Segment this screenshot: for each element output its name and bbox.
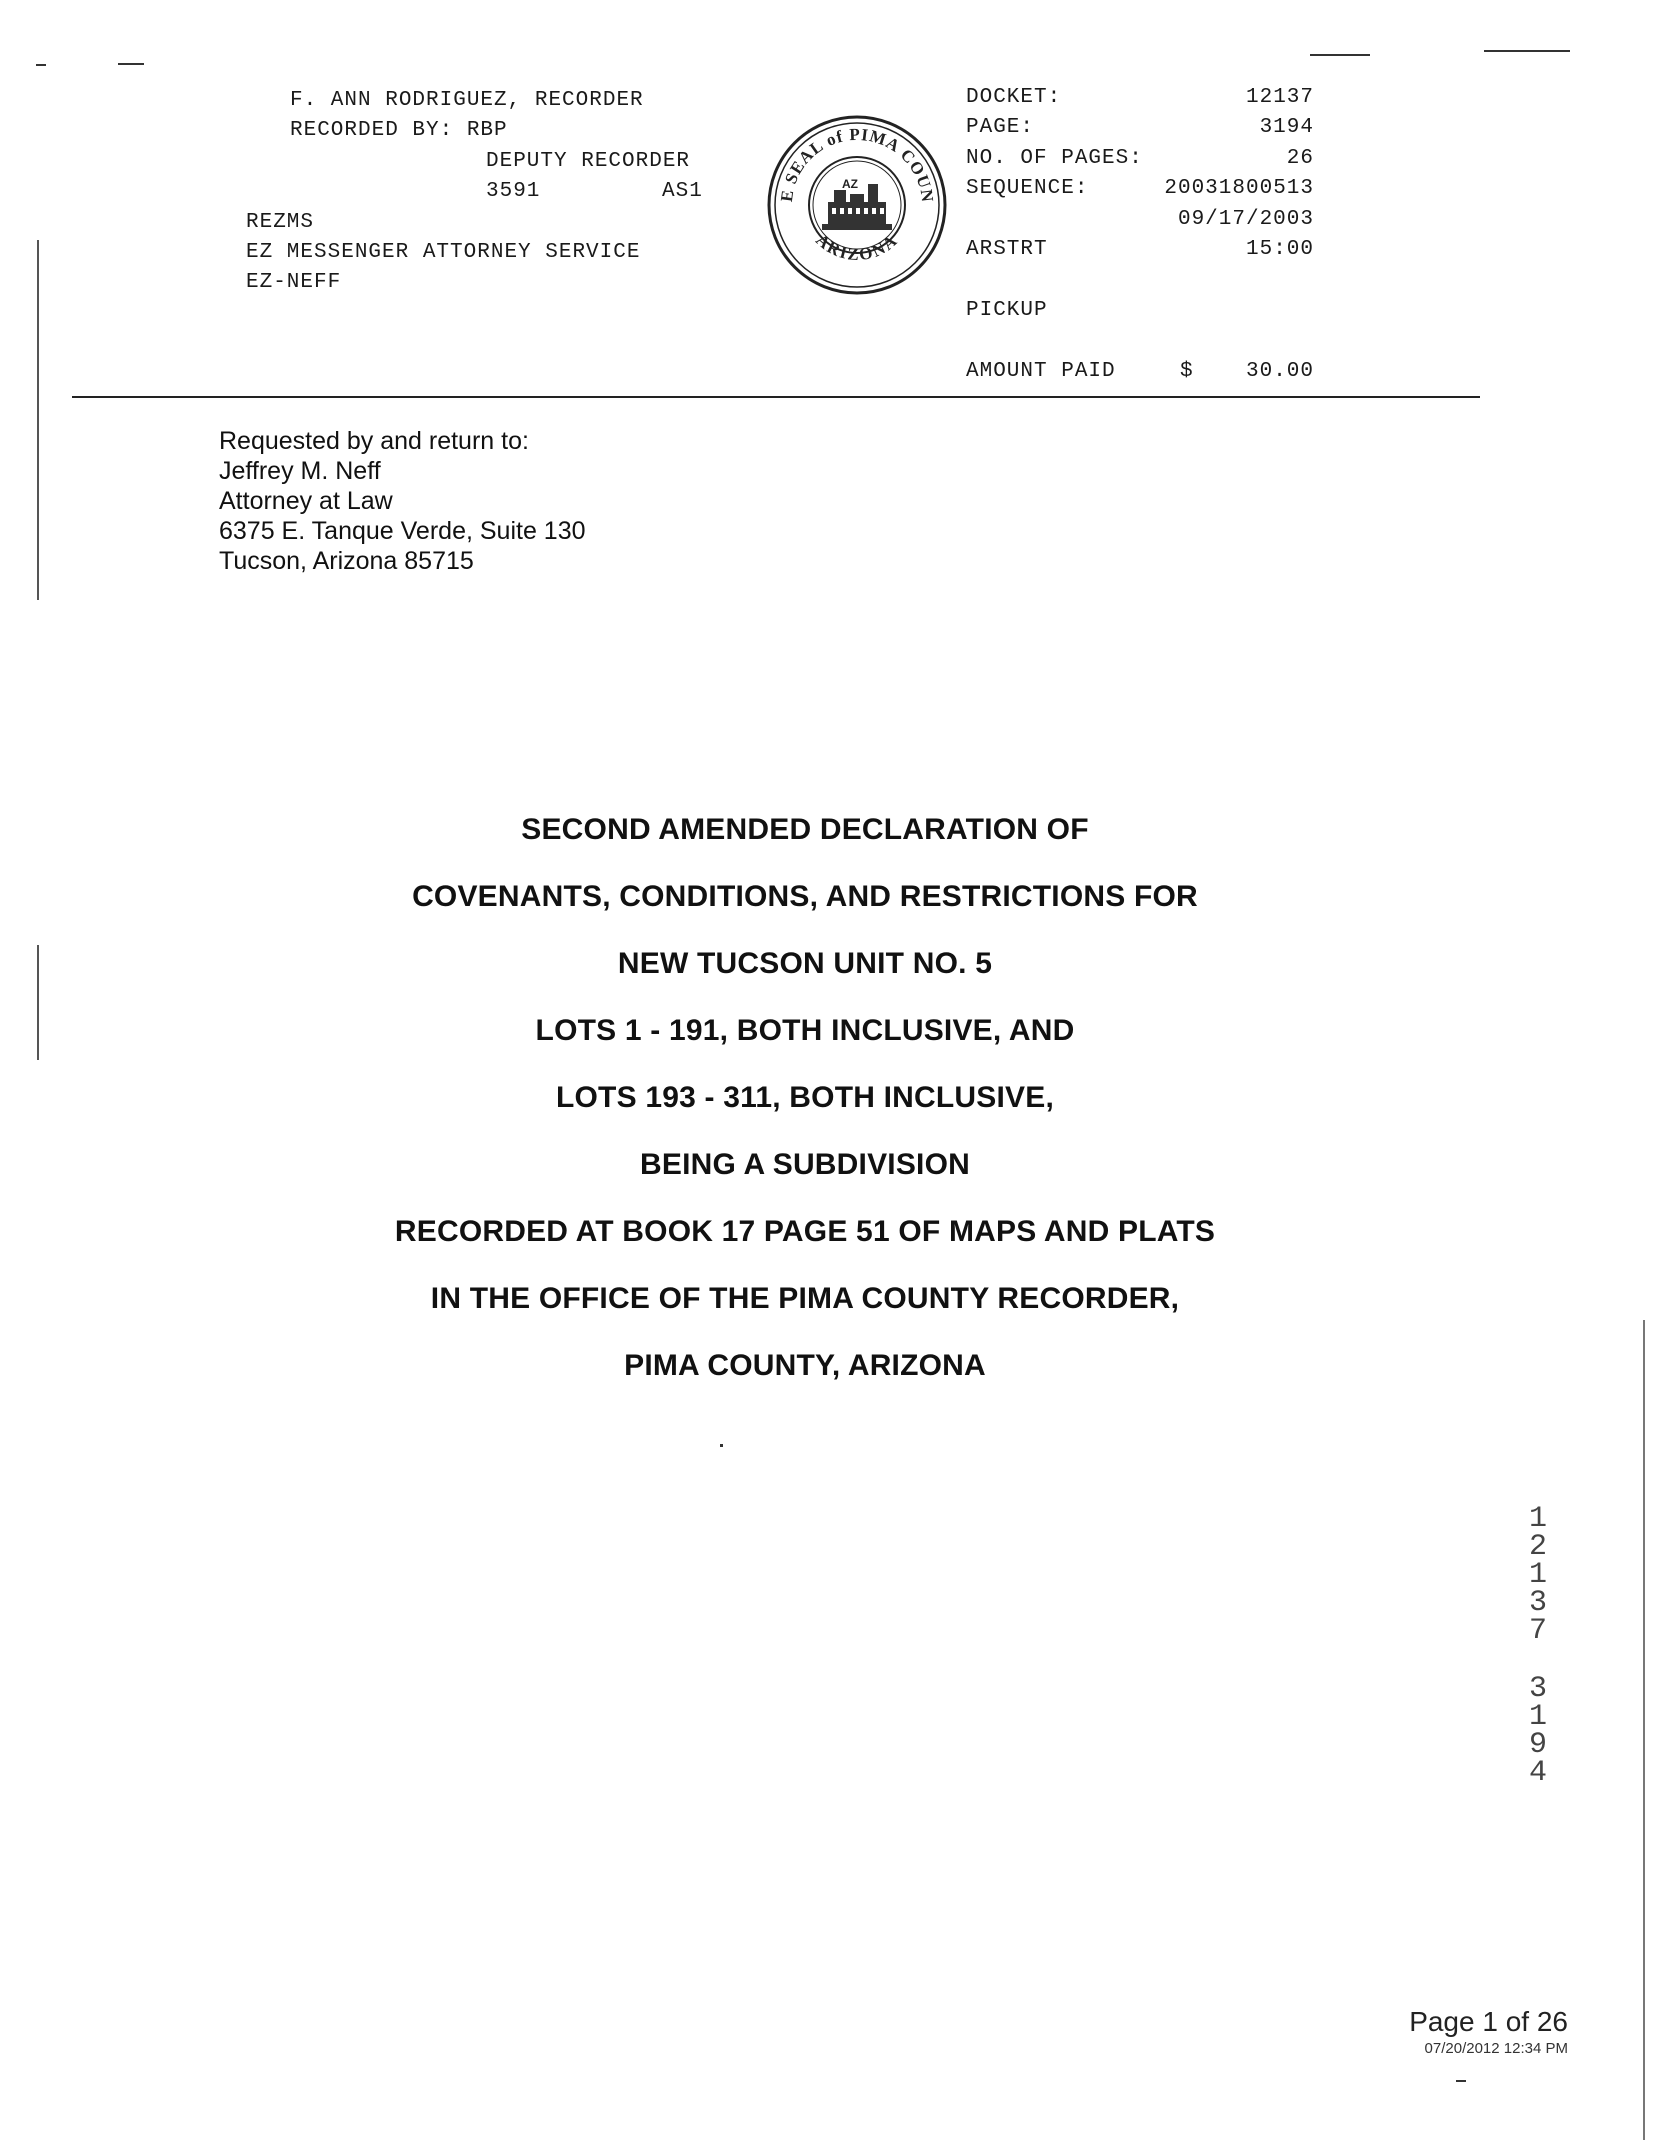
currency-symbol: $ [1180,360,1194,383]
seal-bottom-text: ARIZONA [812,230,902,265]
title-line: RECORDED AT BOOK 17 PAGE 51 OF MAPS AND PLATS [394,1215,1216,1248]
title-line: BEING A SUBDIVISION [640,1148,970,1181]
scan-mark [36,64,46,66]
seal-icon [762,110,952,300]
recorder-name: F. ANN RODRIGUEZ, RECORDER [290,89,644,112]
time-value: 15:00 [1245,238,1314,261]
scan-mark [118,63,144,65]
type-label: ARSTRT [966,238,1048,261]
county-seal [762,110,952,300]
return-line: Requested by and return to: [219,427,529,455]
scan-mark [1643,1320,1645,2140]
page-footer [1409,2006,1568,2057]
stamp-digit: 7 [1528,1614,1547,1648]
scan-mark [1310,54,1370,56]
return-line: Jeffrey M. Neff [219,457,381,485]
title-line: COVENANTS, CONDITIONS, AND RESTRICTIONS FOR [412,880,1198,913]
deputy-recorder: DEPUTY RECORDER [486,150,691,173]
party-ref: EZ-NEFF [246,271,342,294]
page-count: Page 1 of 26 [1409,2006,1568,2037]
return-line: Attorney at Law [219,487,393,515]
seal-center-text: AZ [842,177,858,191]
amount-label: AMOUNT PAID [966,360,1116,383]
stamp-digit: 1 [1528,1700,1547,1734]
title-line: LOTS 1 - 191, BOTH INCLUSIVE, AND [535,1014,1075,1047]
recorded-by: RECORDED BY: RBP [290,119,508,142]
scan-mark [1456,2080,1466,2082]
scan-mark [37,240,39,600]
pages-label: NO. OF PAGES: [966,147,1143,170]
docket-label: DOCKET: [966,86,1062,109]
date-value: 09/17/2003 [1177,208,1314,231]
stamp-digit: 3 [1528,1586,1547,1620]
pickup-label: PICKUP [966,299,1048,322]
return-address [219,426,586,576]
recorder-code-letters: AS1 [662,180,703,203]
stamp-digit: 1 [1528,1558,1547,1592]
return-line: 6375 E. Tanque Verde, Suite 130 [219,517,586,545]
stamp-digit: 1 [1528,1502,1547,1536]
title-line: NEW TUCSON UNIT NO. 5 [617,947,993,980]
scan-dot [720,1444,723,1447]
scan-mark [1484,50,1570,52]
party-name: EZ MESSENGER ATTORNEY SERVICE [246,241,641,264]
title-line: PIMA COUNTY, ARIZONA [624,1349,986,1382]
svg-text:ARIZONA [812,230,902,264]
sequence-value: 20031800513 [1164,177,1314,200]
stamp-digit: 4 [1528,1756,1547,1790]
document-title [0,808,1610,1411]
title-line: LOTS 193 - 311, BOTH INCLUSIVE, [556,1081,1054,1114]
stamp-digit: 2 [1528,1530,1547,1564]
stamp-digit: 3 [1528,1672,1547,1706]
print-timestamp: 07/20/2012 12:34 PM [1424,2040,1568,2057]
title-line: IN THE OFFICE OF THE PIMA COUNTY RECORDER, [430,1282,1180,1315]
header-divider [72,396,1480,398]
pages-value: 26 [1286,147,1314,170]
page-label: PAGE: [966,116,1035,139]
title-line: SECOND AMENDED DECLARATION OF [521,813,1089,846]
vertical-docket-stamp [1518,1502,1558,1790]
recorder-code-number: 3591 [486,180,541,203]
seal-top-text: E SEAL of PIMA COUN [776,124,938,204]
stamp-digit: 9 [1528,1728,1547,1762]
party-code: REZMS [246,211,315,234]
sequence-label: SEQUENCE: [966,177,1089,200]
docket-value: 12137 [1245,86,1314,109]
page-value: 3194 [1259,116,1314,139]
amount-value: 30.00 [1245,360,1314,383]
return-line: Tucson, Arizona 85715 [219,547,474,575]
